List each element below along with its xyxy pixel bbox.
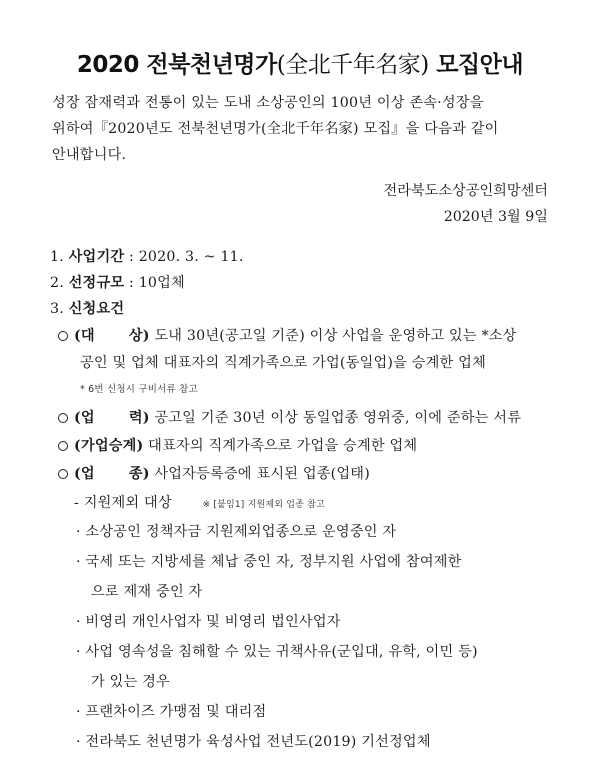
exclusion-item-cont: 으로 제재 중인 자 <box>91 584 203 600</box>
intro-line-1: 성장 잠재력과 전통이 있는 도내 소상공인의 100년 이상 존속·성장을 <box>52 95 484 111</box>
requirement-text: 도내 30년(공고일 기준) 이상 사업을 운영하고 있는 *소상 <box>149 328 517 344</box>
separator: : <box>124 275 139 291</box>
intro-line-2: 위하여『2020년도 전북천년명가(全北千年名家) 모집』을 다음과 같이 <box>52 121 499 137</box>
separator: : <box>124 249 139 265</box>
section-label: 선정규모 <box>68 275 125 291</box>
requirement-label: (업 <box>74 410 95 426</box>
exclusion-item-cont: 가 있는 경우 <box>91 674 170 690</box>
section-scale <box>50 272 185 292</box>
requirement-target-cont: 공인 및 업체 대표자의 직계가족으로 가업(동일업)을 승계한 업체 <box>80 355 486 371</box>
exclusion-item: · 소상공인 정책자금 지원제외업종으로 운영중인 자 <box>76 524 397 540</box>
requirement-text: 공고일 기준 30년 이상 동일업종 영위중, 이에 준하는 서류 <box>149 410 522 426</box>
section-label: 신청요건 <box>68 301 125 317</box>
requirement-target <box>58 325 517 345</box>
section-period <box>50 246 244 266</box>
requirement-label: (업 <box>74 466 95 482</box>
section-number: 2. <box>50 275 64 291</box>
requirement-succession <box>58 435 417 455</box>
section-requirements <box>50 298 124 318</box>
title-main: 2020 전북천년명가 <box>76 52 277 78</box>
note-text: * 6번 신청시 구비서류 참고 <box>80 384 198 395</box>
title-suffix: 모집안내 <box>428 52 524 78</box>
requirement-label: 상) <box>128 328 150 344</box>
title-hanja: (全北千年名家) <box>276 52 429 78</box>
section-value: 2020. 3. ~ 11. <box>138 249 244 265</box>
requirement-label: (가업승계) <box>74 438 144 454</box>
requirement-text: 사업자등록증에 표시된 업종(업태) <box>149 466 370 482</box>
exclusion-title: - 지원제외 대상 <box>74 495 172 511</box>
requirement-history <box>58 407 521 427</box>
section-label: 사업기간 <box>68 249 125 265</box>
requirement-label: 종) <box>128 466 150 482</box>
exclusion-item: · 프랜차이즈 가맹점 및 대리점 <box>76 704 267 720</box>
exclusion-item: · 전라북도 천년명가 육성사업 전년도(2019) 기선정업체 <box>76 734 431 750</box>
exclusion-item: · 비영리 개인사업자 및 비영리 법인사업자 <box>76 614 341 630</box>
circle-bullet-icon <box>58 331 68 341</box>
circle-bullet-icon <box>58 469 68 479</box>
requirement-label: 력) <box>128 410 150 426</box>
circle-bullet-icon <box>58 441 68 451</box>
section-value: 10업체 <box>138 275 185 291</box>
section-number: 1. <box>50 249 64 265</box>
exclusion-note: ※ [붙임1] 지원제외 업종 참고 <box>202 500 325 510</box>
issuer: 전라북도소상공인희망센터 <box>383 183 548 199</box>
requirement-industry <box>58 463 370 483</box>
exclusion-item: · 국세 또는 지방세를 체납 중인 자, 정부지원 사업에 참여제한 <box>76 554 462 570</box>
requirement-label: (대 <box>74 328 95 344</box>
requirement-text: 대표자의 직계가족으로 가업을 승계한 업체 <box>143 438 418 454</box>
circle-bullet-icon <box>58 413 68 423</box>
page-title <box>0 46 600 79</box>
exclusion-item: · 사업 영속성을 침해할 수 있는 귀책사유(군입대, 유학, 이민 등) <box>76 644 478 660</box>
section-number: 3. <box>50 301 64 317</box>
requirement-note <box>58 380 198 396</box>
exclusion-heading <box>74 492 325 512</box>
issue-date: 2020년 3월 9일 <box>443 209 548 225</box>
intro-line-3: 안내합니다. <box>52 147 127 163</box>
